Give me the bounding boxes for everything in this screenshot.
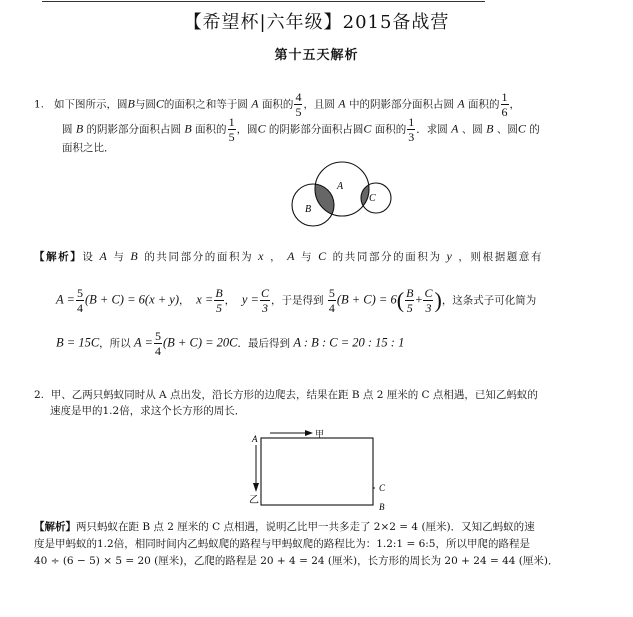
top-rule xyxy=(42,1,485,2)
text: 与 xyxy=(301,251,314,263)
solution-tag: 【解析】 xyxy=(34,521,76,533)
label-c: C xyxy=(369,193,376,204)
text: ，圆 xyxy=(236,123,258,136)
problem1-line3: 面积之比． xyxy=(62,142,115,154)
denominator: 6 xyxy=(501,105,508,119)
problem2-line2: 速度是甲的1.2倍，求这个长方形的周长． xyxy=(50,405,246,417)
equation: A = xyxy=(56,292,75,307)
var: B xyxy=(486,121,494,136)
page-title: 【希望杯|六年级】2015备战营 xyxy=(183,12,450,33)
var: C xyxy=(363,121,372,136)
rectangle-figure xyxy=(245,428,395,514)
text: 面积的 xyxy=(374,123,407,136)
equation: y = xyxy=(241,292,259,307)
text: 与 xyxy=(113,251,126,263)
equation: x = xyxy=(196,292,214,307)
solution-tag: 【解析】 xyxy=(34,251,83,263)
label-b: B xyxy=(305,204,312,215)
fraction xyxy=(214,287,223,314)
fraction xyxy=(154,330,162,357)
var: y xyxy=(446,249,454,263)
text: 的阴影部分面积占圆 xyxy=(268,123,364,136)
var: A xyxy=(251,96,259,111)
label-c: C xyxy=(379,483,386,493)
text: 两只蚂蚁在距 B 点 2 厘米的 C 点相遇，说明乙比甲一共多走了 2×2 = 4 (厘米)．又知乙蚂蚁的速 xyxy=(76,521,535,533)
denominator: 3 xyxy=(261,301,268,315)
text: 则根据题意有 xyxy=(470,251,544,263)
numerator: B xyxy=(215,286,223,300)
label-jia: 甲 xyxy=(315,429,325,439)
text: 面积的 xyxy=(261,98,294,111)
var: C xyxy=(517,121,526,136)
problem1-number: 1. xyxy=(34,98,45,111)
rectangle xyxy=(261,438,373,505)
text: 的共同部分的面积为 xyxy=(144,251,254,263)
circles-figure xyxy=(285,160,395,232)
numerator: 5 xyxy=(155,329,161,343)
numerator: 1 xyxy=(501,90,508,104)
problem2-line1 xyxy=(34,388,538,402)
text: ， xyxy=(509,98,520,111)
numerator: B xyxy=(406,286,414,300)
numerator: C xyxy=(424,286,433,300)
solution1-line3 xyxy=(56,330,404,357)
var: C xyxy=(257,121,266,136)
text: 、圆 xyxy=(461,123,483,136)
var: A xyxy=(457,96,465,111)
equation: (B + C) = 6(x + y) xyxy=(84,292,180,307)
var: A xyxy=(338,96,346,111)
denominator: 4 xyxy=(76,301,83,315)
var: B xyxy=(127,96,135,111)
problem2-number: 2. xyxy=(34,389,45,401)
fraction xyxy=(260,287,270,314)
solution1-line2: A = $\frac{5}{4}$ (B + C) = 6(x + y)， x = $\frac{B}{5}$ ， y = $\frac{C}{3}$ ，于是得到 $\frac{5}{4}$ (B + C) = 6( $\frac{B}{5}$ + $\frac{C}{3}$ )，这条式子可化简为 xyxy=(56,286,537,315)
solution2-line1 xyxy=(34,520,535,534)
var: A xyxy=(287,249,297,263)
answer: A : B : C = 20 : 15 : 1 xyxy=(293,335,405,350)
text: 的面积之和等于圆 xyxy=(163,98,248,111)
denominator: 3 xyxy=(425,301,432,315)
equation: (B + C) = 6 xyxy=(336,292,397,307)
problem1-line1 xyxy=(34,91,520,118)
text: 甲、乙两只蚂蚁同时从 A 点出发，沿长方形的边爬去，结果在距 B 点 2 厘米的 C 点相遇，已知乙蚂蚁的 xyxy=(50,389,538,401)
label-a: A xyxy=(252,434,258,444)
text: 如下图所示，圆 xyxy=(54,98,128,111)
text: 的 xyxy=(529,123,540,136)
denominator: 5 xyxy=(228,130,235,144)
numerator: C xyxy=(260,286,269,300)
var: A xyxy=(451,121,459,136)
text: 面积的 xyxy=(195,123,227,136)
text: 、圆 xyxy=(496,123,518,136)
label-b: B xyxy=(379,502,385,512)
text: ．求圆 xyxy=(416,123,448,136)
text: ，且圆 xyxy=(303,98,335,111)
denominator: 3 xyxy=(408,130,415,144)
text: 面积的 xyxy=(468,98,500,111)
denominator: 4 xyxy=(155,344,161,358)
text: ．最后得到 xyxy=(237,337,291,350)
numerator: 1 xyxy=(408,115,415,129)
solution2-line3: 40 ÷ (6 − 5) × 5 = 20 (厘米)，乙爬的路程是 20 + 4 = 24 (厘米)，长方形的周长为 20 + 24 = 44 (厘米)． xyxy=(34,555,559,567)
var: B xyxy=(184,121,192,136)
numerator: 5 xyxy=(76,286,83,300)
equation: A = xyxy=(134,335,153,350)
text: ，所以 xyxy=(99,337,131,350)
fraction xyxy=(501,91,509,118)
fraction xyxy=(228,116,236,143)
text: ， xyxy=(270,251,283,263)
equation: B = 15C xyxy=(56,335,100,350)
numerator: 4 xyxy=(295,90,302,104)
right-paren: ) xyxy=(434,287,442,313)
text: 中的阴影部分面积占圆 xyxy=(348,98,454,111)
denominator: 4 xyxy=(328,301,335,315)
left-paren: ( xyxy=(396,287,405,313)
arrow-jia-head xyxy=(305,430,313,436)
fraction xyxy=(423,287,433,314)
fraction xyxy=(407,116,415,143)
var: C xyxy=(155,96,164,111)
plus-sign: + xyxy=(415,292,423,307)
solution2-line2: 度是甲蚂蚁的1.2倍，相同时间内乙蚂蚁爬的路程与甲蚂蚁爬的路程比为：1.2:1 = 6:5，所以甲爬的路程是 xyxy=(34,538,530,550)
text: 圆 xyxy=(62,123,73,136)
problem1-line2 xyxy=(62,116,540,143)
numerator: 5 xyxy=(328,286,335,300)
denominator: 5 xyxy=(406,301,413,315)
text: 与圆 xyxy=(134,98,156,111)
equation: (B + C) = 20C xyxy=(163,335,238,350)
var: B xyxy=(130,249,140,263)
text: 设 xyxy=(82,251,95,263)
label-yi: 乙 xyxy=(249,495,259,506)
text: ，这条式子可化简为 xyxy=(441,294,537,307)
solution1-line1 xyxy=(34,249,543,264)
text: 的阴影部分面积占圆 xyxy=(86,123,182,136)
var: C xyxy=(318,249,328,263)
var: x xyxy=(258,249,266,263)
fraction xyxy=(294,91,302,118)
page-subtitle: 第十五天解析 xyxy=(274,48,359,63)
text: ， xyxy=(458,251,471,263)
text: 的共同部分的面积为 xyxy=(332,251,442,263)
arrow-yi-head xyxy=(253,483,259,492)
numerator: 1 xyxy=(228,115,235,129)
fraction xyxy=(328,287,336,314)
fraction xyxy=(76,287,84,314)
text: ，于是得到 xyxy=(270,294,324,307)
denominator: 5 xyxy=(215,301,222,315)
label-a: A xyxy=(337,181,344,192)
var: A xyxy=(99,249,109,263)
var: B xyxy=(75,121,84,136)
denominator: 5 xyxy=(295,105,302,119)
fraction xyxy=(405,287,414,314)
